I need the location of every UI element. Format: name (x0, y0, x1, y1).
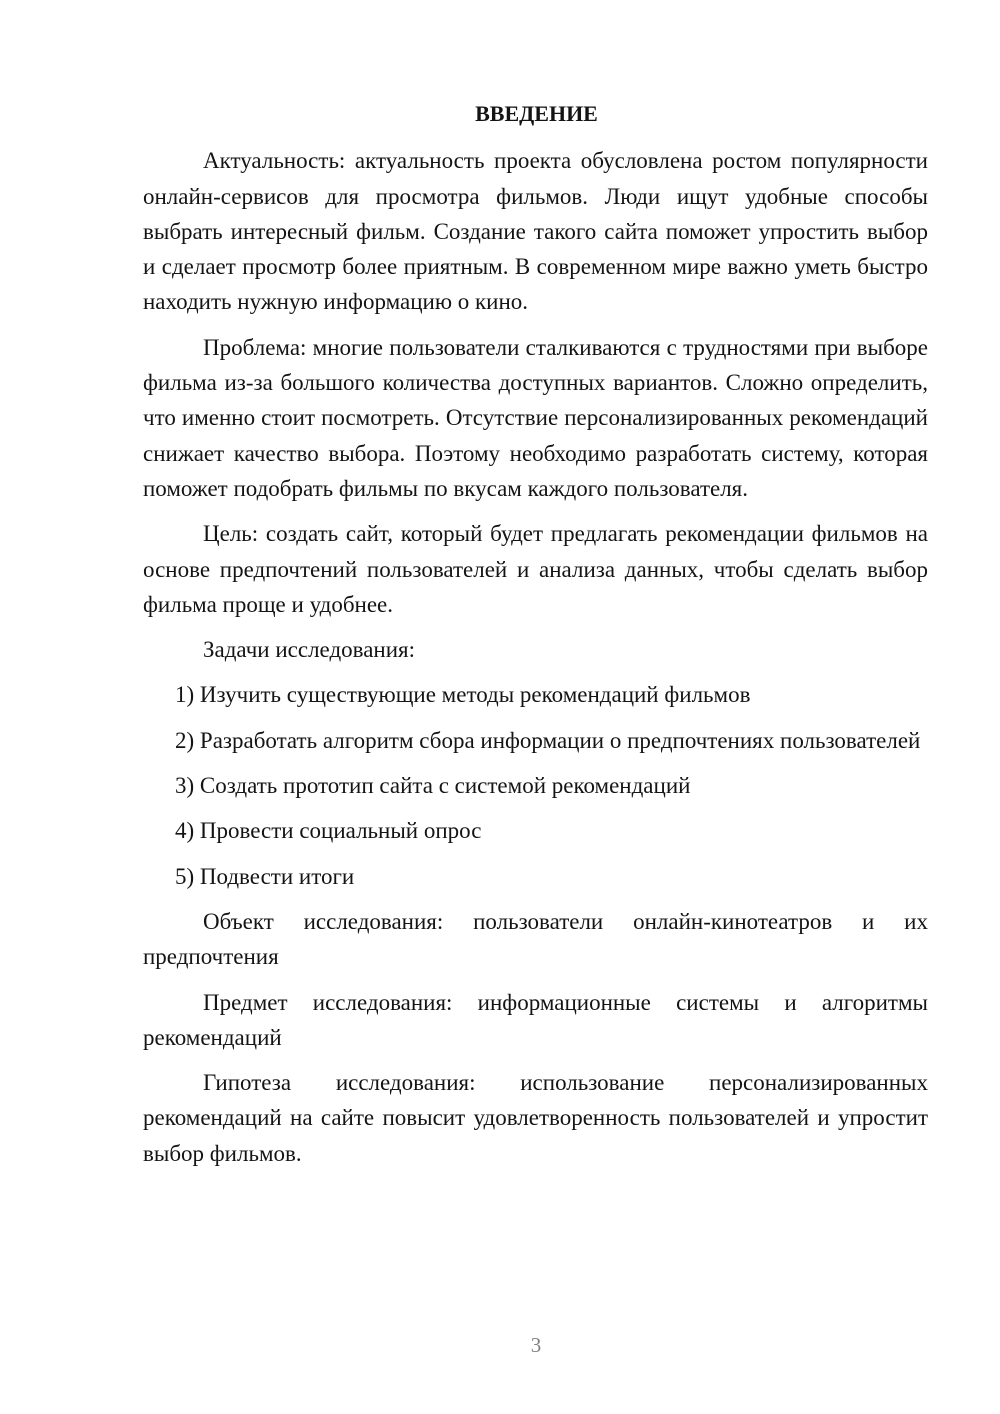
paragraph-object: Объект исследования: пользователи онлайн-кинотеатров и их предпочтения (143, 908, 928, 970)
paragraph-problem: Проблема: многие пользователи сталкиваются с трудностями при выборе фильма из-за большого количества доступных вариантов. Сложно определить, что именно стоит посмотреть. Отсутствие персонализированных рекомендаций снижает качество выбора. Поэтому необходимо разработать систему, которая поможет подобрать фильмы по вкусам каждого пользователя. (143, 334, 928, 501)
task-item: 4) Провести социальный опрос (175, 818, 482, 844)
paragraph-hypothesis: Гипотеза исследования: использование персонализированных рекомендаций на сайте повысит удовлетворенность пользователей и упростит выбор фильмов. (143, 1070, 928, 1166)
page-number: 3 (530, 1333, 542, 1357)
paragraph-subject: Предмет исследования: информационные системы и алгоритмы рекомендаций (143, 989, 928, 1050)
task-item: 1) Изучить существующие методы рекомендаций фильмов (175, 682, 751, 708)
task-item: 3) Создать прототип сайта с системой рекомендаций (175, 773, 691, 799)
task-item: 5) Подвести итоги (175, 863, 355, 889)
tasks-title: Задачи исследования: (203, 637, 416, 663)
page-content (143, 96, 928, 1181)
section-heading: ВВЕДЕНИЕ (475, 101, 598, 126)
tasks-list (143, 677, 928, 893)
paragraph-goal: Цель: создать сайт, который будет предлагать рекомендации фильмов на основе предпочтений пользователей и анализа данных, чтобы сделать выбор фильма проще и удобнее. (143, 521, 928, 617)
task-item: 2) Разработать алгоритм сбора информации о предпочтениях пользователей (175, 727, 921, 753)
paragraph-relevance: Актуальность: актуальность проекта обусловлена ростом популярности онлайн-сервисов для просмотра фильмов. Люди ищут удобные способы выбрать интересный фильм. Создание такого сайта поможет упростить выбор и сделает просмотр более приятным. В современном мире важно уметь быстро находить нужную информацию о кино. (143, 148, 928, 315)
